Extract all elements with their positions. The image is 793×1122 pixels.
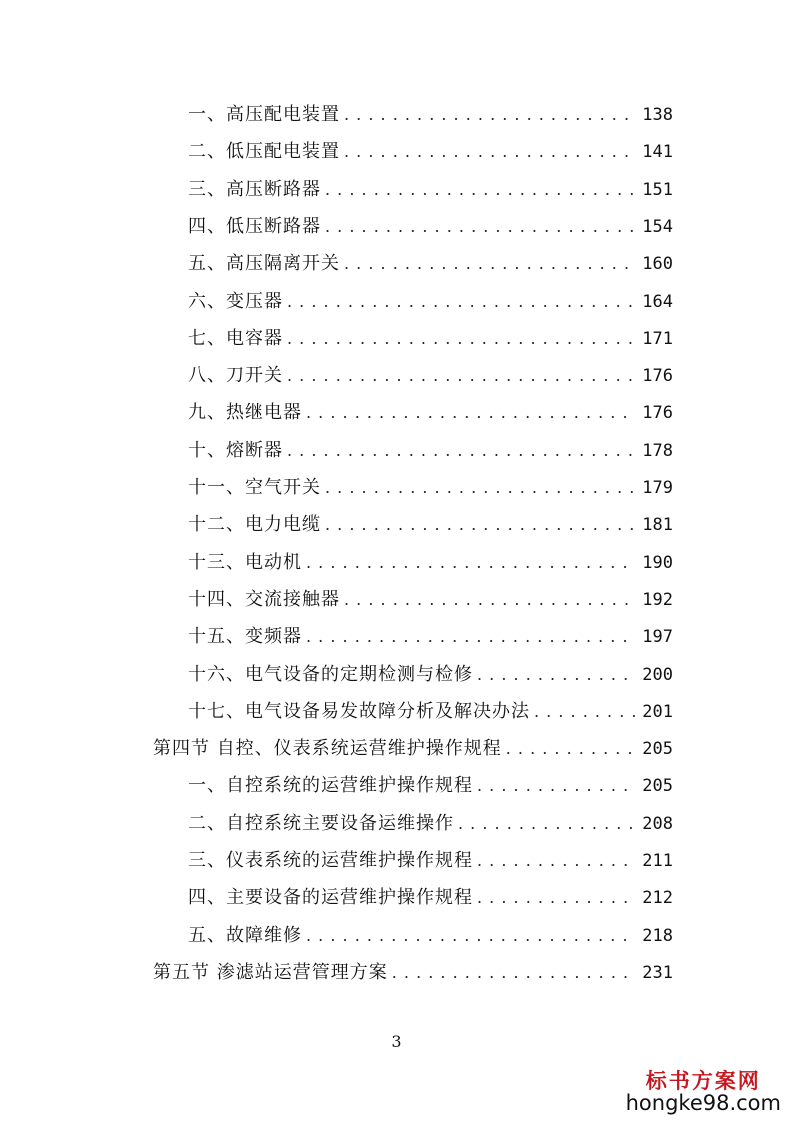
toc-row xyxy=(188,287,673,317)
toc-row xyxy=(188,100,673,130)
toc-row xyxy=(188,249,673,279)
toc-page-number: 218 xyxy=(642,925,673,946)
toc-title: 五、高压隔离开关 xyxy=(188,253,340,275)
toc-dot-leader xyxy=(477,660,636,690)
toc-page-number: 212 xyxy=(642,888,673,909)
toc-page-number: 176 xyxy=(642,366,673,387)
toc-dot-leader xyxy=(477,883,636,913)
toc-page-number: 154 xyxy=(642,216,673,237)
toc-row xyxy=(188,585,673,615)
toc-row xyxy=(188,137,673,167)
toc-title: 一、高压配电装置 xyxy=(188,104,340,125)
toc-page-number: 231 xyxy=(642,962,673,983)
toc-dot-leader xyxy=(325,212,636,242)
watermark-title: 标书方案网 xyxy=(645,1067,761,1093)
toc-title: 四、低压断路器 xyxy=(188,215,321,237)
toc-dot-leader xyxy=(287,436,636,466)
toc-dot-leader xyxy=(325,510,636,540)
toc-dot-leader xyxy=(534,697,636,727)
toc-dot-leader xyxy=(458,809,636,839)
toc-dot-leader xyxy=(306,622,636,652)
toc-dot-leader xyxy=(344,249,636,279)
watermark-logo xyxy=(625,1067,781,1115)
toc-page-number: 138 xyxy=(642,105,673,125)
toc-row xyxy=(188,809,673,839)
toc-title: 第四节 自控、仪表系统运营维护操作规程 xyxy=(153,738,502,760)
toc-page-number: 200 xyxy=(642,664,673,685)
toc-dot-leader xyxy=(287,324,636,354)
toc-title: 六、变压器 xyxy=(188,290,283,312)
toc-title: 四、主要设备的运营维护操作规程 xyxy=(188,887,473,909)
toc-title: 十四、交流接触器 xyxy=(188,588,340,610)
toc-title: 十七、电气设备易发故障分析及解决办法 xyxy=(188,700,530,722)
toc-dot-leader xyxy=(287,287,636,317)
toc-row xyxy=(188,175,673,205)
toc-row xyxy=(188,660,673,690)
toc-row xyxy=(188,548,673,578)
toc-row xyxy=(188,510,673,540)
toc-row xyxy=(188,212,673,242)
toc-title: 三、仪表系统的运营维护操作规程 xyxy=(188,850,473,871)
toc-page-number: 197 xyxy=(642,627,673,648)
toc-row xyxy=(188,771,673,801)
toc-row xyxy=(188,622,673,652)
toc-page-number: 192 xyxy=(642,589,673,610)
toc-title: 七、电容器 xyxy=(188,327,283,349)
toc-title: 八、刀开关 xyxy=(188,365,283,387)
toc-dot-leader xyxy=(306,398,636,428)
toc-page-number: 151 xyxy=(642,179,673,200)
toc-row xyxy=(188,398,673,428)
toc-title: 一、自控系统的运营维护操作规程 xyxy=(188,775,473,797)
toc-dot-leader xyxy=(306,921,636,951)
toc-dot-leader xyxy=(287,361,636,391)
toc-page-number: 205 xyxy=(642,739,673,760)
toc-row xyxy=(188,697,673,727)
toc-page-number: 208 xyxy=(642,813,673,834)
toc-page-number: 178 xyxy=(642,440,673,461)
toc-title: 九、热继电器 xyxy=(188,402,302,424)
toc-dot-leader xyxy=(506,734,637,764)
toc-dot-leader xyxy=(344,585,636,615)
toc-dot-leader xyxy=(306,548,636,578)
toc-title: 三、高压断路器 xyxy=(188,178,321,200)
toc-row xyxy=(188,883,673,913)
toc-row xyxy=(188,473,673,503)
toc-row xyxy=(188,921,673,951)
toc-dot-leader xyxy=(325,473,636,503)
toc-title: 二、自控系统主要设备运维操作 xyxy=(188,812,454,834)
toc-page-number: 201 xyxy=(642,701,673,722)
toc-page-number: 205 xyxy=(642,776,673,797)
toc-dot-leader xyxy=(344,100,636,130)
toc-page-number: 179 xyxy=(642,478,673,498)
toc-dot-leader xyxy=(477,771,636,801)
toc-title: 第五节 渗滤站运营管理方案 xyxy=(153,961,388,983)
toc-row xyxy=(188,436,673,466)
toc-dot-leader xyxy=(344,137,636,167)
toc-row xyxy=(188,324,673,354)
toc-page-number: 141 xyxy=(642,142,673,163)
toc-title: 十五、变频器 xyxy=(188,626,302,648)
watermark-url: hongke98.com xyxy=(625,1090,781,1115)
toc-title: 十、熔断器 xyxy=(188,439,283,461)
toc-dot-leader xyxy=(325,175,636,205)
toc-title: 十六、电气设备的定期检测与检修 xyxy=(188,663,473,685)
toc-row xyxy=(188,846,673,876)
toc-title: 十一、空气开关 xyxy=(188,477,321,498)
toc-section-row xyxy=(153,734,673,764)
toc-title: 十三、电动机 xyxy=(188,551,302,573)
toc-section-row xyxy=(153,958,673,988)
toc-row xyxy=(188,361,673,391)
toc-page-number: 181 xyxy=(642,515,673,536)
toc-page-number: 171 xyxy=(642,328,673,349)
toc-page-number: 176 xyxy=(642,403,673,424)
toc-dot-leader xyxy=(392,958,637,988)
page-number: 3 xyxy=(391,1032,402,1051)
toc-page-number: 160 xyxy=(642,254,673,275)
toc-page-number: 211 xyxy=(642,851,673,871)
toc-title: 五、故障维修 xyxy=(188,924,302,946)
toc-dot-leader xyxy=(477,846,636,876)
toc-page-number: 190 xyxy=(642,552,673,573)
toc-title: 十二、电力电缆 xyxy=(188,514,321,536)
toc-title: 二、低压配电装置 xyxy=(188,141,340,163)
toc-page-number: 164 xyxy=(642,291,673,312)
